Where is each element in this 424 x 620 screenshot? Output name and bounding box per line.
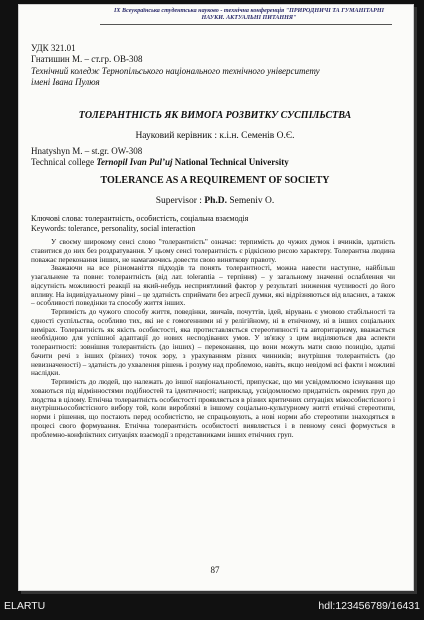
article-body bbox=[31, 238, 395, 439]
supervisor-en-prefix: Supervisor : bbox=[155, 196, 205, 206]
institution-en bbox=[31, 157, 289, 167]
conference-header: IX Всеукраїнська студентська науково - технічна конференція "ПРИРОДНИЧІ ТА ГУМАНІТАРНІ НАУКИ. АКТУАЛЬНІ ПИТАННЯ" bbox=[114, 8, 384, 21]
author-en: Hnatyshyn M. – st.gr. OW-308 bbox=[31, 146, 143, 156]
page-number: 87 bbox=[210, 565, 220, 575]
institution-ua-line2: імені Івана Пулюя bbox=[31, 77, 100, 87]
title-en: TOLERANCE AS A REQUIREMENT OF SOCIETY bbox=[100, 175, 330, 186]
header-rule bbox=[100, 24, 392, 25]
supervisor-ua: Науковий керівник : к.і.н. Семенів О.Є. bbox=[135, 131, 295, 141]
supervisor-en-degree: Ph.D. bbox=[204, 196, 228, 206]
institution-ua-line1: Технічний коледж Тернопільського національного технічного університету bbox=[31, 66, 320, 76]
authors-ua: Гнатишин М. – ст.гр. ОВ-308 bbox=[31, 54, 143, 64]
keywords-en: Keywords: tolerance, personality, social interaction bbox=[31, 224, 196, 233]
institution-en-prefix: Technical college bbox=[31, 157, 97, 167]
udc-code: УДК 321.01 bbox=[31, 43, 76, 53]
institution-en-name: Ternopil Ivan Pul’uj bbox=[96, 157, 173, 167]
supervisor-en bbox=[18, 196, 412, 206]
paragraph: Терпимість до чужого способу життя, поведінки, звичаїв, почуттів, ідей, вірувань є умовою стабільності та єдності суспільства, особливо тих, які не є гомогенними ні у релігійному, ні в етнічному, ні в інших соціальних вимірах. Толерантність як якість особистості, яка протиставляється стереотипності та авторитаризму, вважається необхідною для успішної адаптації до нових несподіваних умов. У зв'язку з цим виділяються два аспекти толерантності: зовнішня толерантність (до інших) – переконання, що вони можуть мати свою позицію, здатні бачити речі з інших (різних) точок зору, з урахуванням різних чинників; внутрішня толерантність (до невизначеності) – здатність до ухвалення рішень і розуму над проблемою, навіть, якщо невідомі всі факти і можливі наслідки. bbox=[31, 307, 395, 378]
supervisor-en-name: Semeniv O. bbox=[227, 196, 275, 206]
paragraph: Терпимість до людей, що належать до іншої національності, припускає, що ми усвідомлюємо існування що ховаються під відмінностями подібностей та ідентичності; наприклад, усвідомлюємо придатність окремих груп до людства в цілому. Етнічна толерантність особистості проявляється в різних критичних ситуаціях міжособистісного і внутрішньособистісного вибору той, коли виробляні в іншому соціально-культурному житті етнічні стереотипи, норми і рішення, що постають перед особистістю, не спрацьовують, а нові норми або стереотипи знаходяться в процесі свого формування. Етнічна толерантність особистості виявляється і в певному сенсі формується в проблемно-конфліктних ситуаціях взаємодії з представниками інших етнічних груп. bbox=[31, 377, 395, 439]
paragraph: Зважаючи на все різноманіття підходів та понять толерантності, можна навести наступне, найбільш узагальнене та повне: толерантність (від лат. tolerantia – терпіння) – у загальному значенні ослаблення чи відсутність можливості реакції на який-небудь несприятливий фактор у результаті зниження чутливості до його впливу. На індивідуальному рівні – це здатність сприймати без агресії думки, які відрізняються від власних, а також – особливості поведінки та способу життя інших. bbox=[31, 263, 395, 308]
footer-repository-label: ELARTU bbox=[4, 600, 46, 612]
keywords-ua: Ключові слова: толерантність, особистість, соціальна взаємодія bbox=[31, 214, 249, 223]
institution-en-suffix: National Technical University bbox=[172, 157, 289, 167]
footer-handle: hdl:123456789/16431 bbox=[318, 600, 420, 612]
paragraph: У своєму широкому сенсі слово "толерантність" означає: терпимість до чужих думок і вчинків, здатність ставитися до них без роздратування. У цьому сенсі толерантність є рідкісною рисою характеру. Толерантна людина поважає переконання інших, не намагаючись довести свою виняткову правоту. bbox=[31, 237, 395, 264]
title-ua: ТОЛЕРАНТНІСТЬ ЯК ВИМОГА РОЗВИТКУ СУСПІЛЬСТВА bbox=[78, 110, 352, 121]
